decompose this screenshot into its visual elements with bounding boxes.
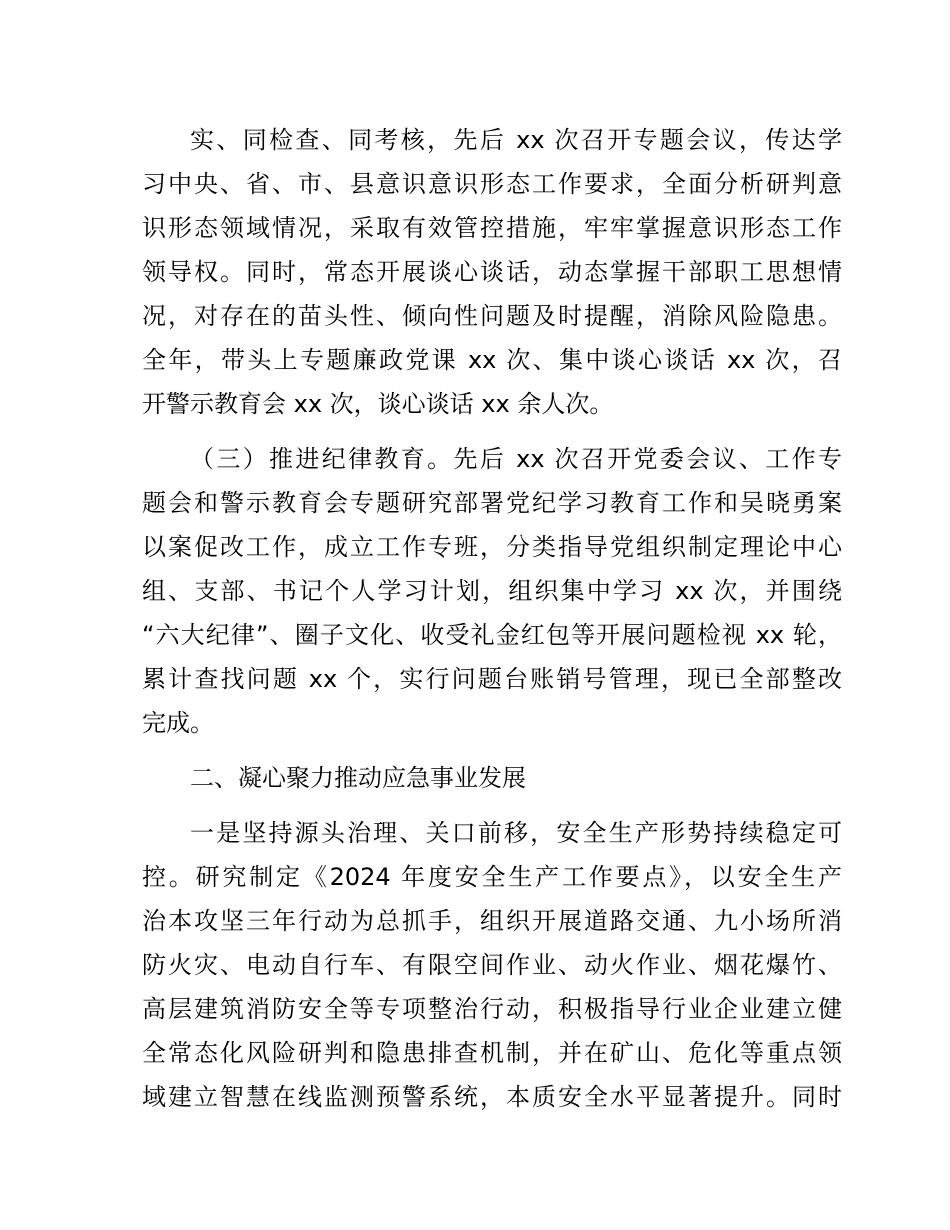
text-line: 累计查找问题 xx 个，实行问题台账销号管理，现已全部整改: [142, 665, 842, 693]
paragraph-ideology-work: [142, 118, 842, 426]
text-line: 开警示教育会 xx 次，谈心谈话 xx 余人次。: [142, 390, 614, 418]
text-line: （三）推进纪律教育。先后 xx 次召开党委会议、工作专: [190, 445, 842, 473]
text-line: 习中央、省、市、县意识意识形态工作要求，全面分析研判意: [142, 170, 842, 198]
text-line: 况，对存在的苗头性、倾向性问题及时提醒，消除风险隐患。: [142, 302, 842, 330]
heading-line: 二、凝心聚力推动应急事业发展: [190, 764, 526, 792]
text-line: 实、同检查、同考核，先后 xx 次召开专题会议，传达学: [190, 126, 842, 154]
text-line: 以案促改工作，成立工作专班，分类指导党组织制定理论中心: [142, 533, 842, 561]
text-line: 全常态化风险研判和隐患排查机制，并在矿山、危化等重点领: [142, 1039, 842, 1067]
text-line: 域建立智慧在线监测预警系统，本质安全水平显著提升。同时: [142, 1083, 842, 1111]
text-line: 题会和警示教育会专题研究部署党纪学习教育工作和吴晓勇案: [142, 489, 842, 517]
text-line: 防火灾、电动自行车、有限空间作业、动火作业、烟花爆竹、: [142, 951, 842, 979]
document-page: [142, 118, 842, 1130]
text-line: 控。研究制定《2024 年度安全生产工作要点》，以安全生产: [142, 863, 842, 891]
text-line: 一是坚持源头治理、关口前移，安全生产形势持续稳定可: [190, 819, 842, 847]
text-line: 全年，带头上专题廉政党课 xx 次、集中谈心谈话 xx 次，召: [142, 346, 842, 374]
text-line: 领导权。同时，常态开展谈心谈话，动态掌握干部职工思想情: [142, 258, 842, 286]
text-line: 识形态领域情况，采取有效管控措施，牢牢掌握意识形态工作: [142, 214, 842, 242]
paragraph-discipline-education: [142, 437, 842, 745]
paragraph-safety-production: [142, 811, 842, 1119]
text-line: “六大纪律”、圈子文化、收受礼金红包等开展问题检视 xx 轮，: [142, 621, 842, 649]
text-line: 组、支部、书记个人学习计划，组织集中学习 xx 次，并围绕: [142, 577, 842, 605]
text-line: 高层建筑消防安全等专项整治行动，积极指导行业企业建立健: [142, 995, 842, 1023]
text-line: 治本攻坚三年行动为总抓手，组织开展道路交通、九小场所消: [142, 907, 842, 935]
section-heading: [142, 756, 842, 800]
text-line: 完成。: [142, 709, 214, 737]
